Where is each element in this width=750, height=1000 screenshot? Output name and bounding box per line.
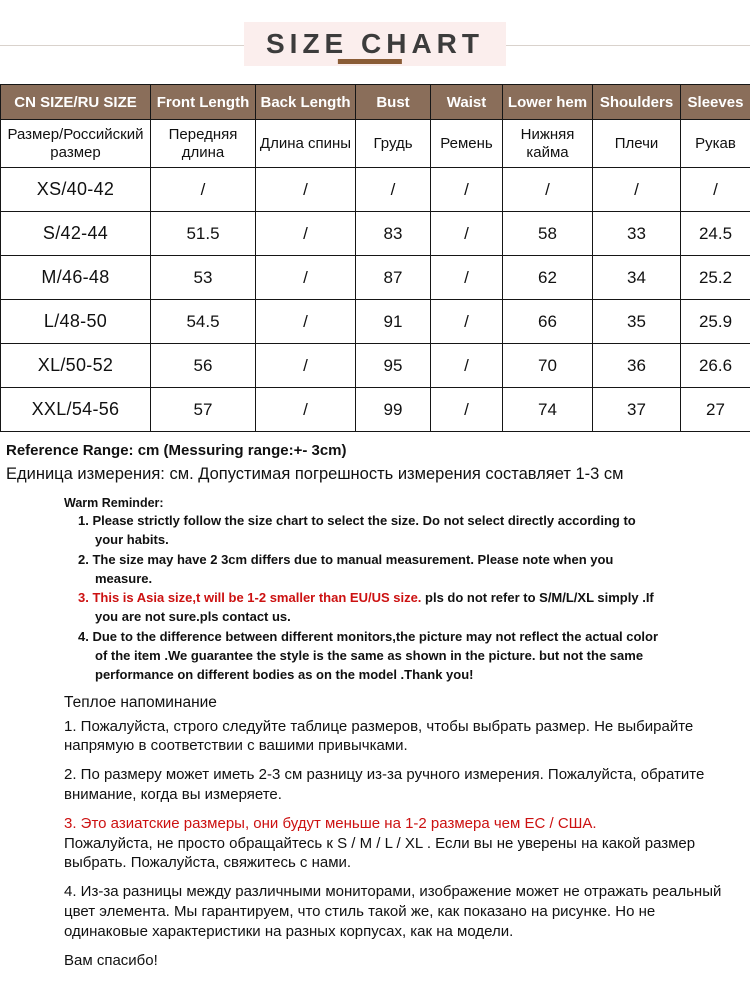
- reminder-item: 4. Из-за разницы между различными мониторами, изображение может не отражать реальный цвет элемента. Мы гарантируем, что стиль такой же, как показано на рисунке. Но не одинаковые характеристики на разных корпусах, как на модели.: [64, 883, 722, 940]
- table-row: [1, 85, 750, 120]
- table-row: [1, 256, 750, 300]
- column-header-en: Waist: [431, 85, 503, 120]
- table-row: [1, 212, 750, 256]
- measurement-cell: 36: [593, 344, 681, 388]
- table-row: [1, 388, 750, 432]
- measurement-cell: /: [681, 168, 750, 212]
- measurement-cell: 25.2: [681, 256, 750, 300]
- size-column-header-ru: Размер/Российский размер: [1, 120, 151, 168]
- reminder-item-highlight: 3. Это азиатские размеры, они будут меньше на 1-2 размера чем ЕС / США.: [64, 814, 597, 832]
- table-row: [1, 344, 750, 388]
- measurement-cell: 99: [356, 388, 431, 432]
- measurement-cell: 54.5: [151, 300, 256, 344]
- measurement-cell: 26.6: [681, 344, 750, 388]
- title-section: [0, 0, 750, 80]
- measurement-cell: /: [256, 256, 356, 300]
- reminder-item: 1. Please strictly follow the size chart to select the size. Do not select directly according to your habits.: [78, 513, 636, 547]
- table-row: [1, 168, 750, 212]
- measurement-cell: 87: [356, 256, 431, 300]
- measurement-cell: 25.9: [681, 300, 750, 344]
- measurement-cell: 37: [593, 388, 681, 432]
- size-chart-table: [0, 84, 750, 432]
- table-row: [1, 120, 750, 168]
- notes-section: [0, 442, 750, 970]
- measurement-cell: /: [256, 388, 356, 432]
- measurement-cell: /: [356, 168, 431, 212]
- measurement-cell: 74: [503, 388, 593, 432]
- title-accent-bar: [338, 59, 402, 64]
- size-column-header: CN SIZE/RU SIZE: [1, 85, 151, 120]
- measurement-cell: /: [256, 300, 356, 344]
- warm-reminder-heading: Warm Reminder:: [64, 496, 164, 510]
- size-label-cell: XS/40-42: [1, 168, 151, 212]
- measurement-cell: 56: [151, 344, 256, 388]
- reference-range-en: Reference Range: cm (Messuring range:+- 3cm): [6, 442, 347, 459]
- reminder-item-highlight: 3. This is Asia size,t will be 1-2 smaller than EU/US size.: [78, 590, 422, 606]
- measurement-cell: 95: [356, 344, 431, 388]
- size-label-cell: XXL/54-56: [1, 388, 151, 432]
- reminder-item: 4. Due to the difference between different monitors,the picture may not reflect the actual color of the item .We guarantee the style is the same as shown in the picture. but not the same performance on different bodies as on the model .Thank you!: [78, 629, 659, 682]
- measurement-cell: /: [431, 168, 503, 212]
- column-header-ru: Передняя длина: [151, 120, 256, 168]
- measurement-cell: /: [256, 168, 356, 212]
- reference-range-ru: Единица измерения: см. Допустимая погрешность измерения составляет 1-3 см: [6, 465, 624, 483]
- measurement-cell: /: [431, 256, 503, 300]
- measurement-cell: /: [431, 300, 503, 344]
- measurement-cell: 51.5: [151, 212, 256, 256]
- column-header-ru: Плечи: [593, 120, 681, 168]
- measurement-cell: 33: [593, 212, 681, 256]
- measurement-cell: 62: [503, 256, 593, 300]
- ru-reminder-heading: Теплое напоминание: [64, 693, 217, 711]
- measurement-cell: 66: [503, 300, 593, 344]
- reminder-item: [78, 589, 666, 627]
- measurement-cell: 70: [503, 344, 593, 388]
- measurement-cell: 35: [593, 300, 681, 344]
- measurement-cell: /: [431, 212, 503, 256]
- measurement-cell: /: [256, 212, 356, 256]
- size-label-cell: XL/50-52: [1, 344, 151, 388]
- measurement-cell: /: [593, 168, 681, 212]
- reminder-item: 2. The size may have 2 3cm differs due to manual measurement. Please note when you measure.: [78, 551, 614, 586]
- measurement-cell: /: [431, 388, 503, 432]
- measurement-cell: 24.5: [681, 212, 750, 256]
- measurement-cell: /: [151, 168, 256, 212]
- column-header-en: Lower hem: [503, 85, 593, 120]
- reminder-item-text: pls do not refer to S/M/L/XL simply .If you are not sure.pls contact us.: [95, 590, 654, 625]
- column-header-ru: Рукав: [681, 120, 750, 168]
- reminder-item: Вам спасибо!: [64, 951, 158, 969]
- reminder-item: [64, 814, 736, 873]
- size-label-cell: S/42-44: [1, 212, 151, 256]
- column-header-ru: Нижняя кайма: [503, 120, 593, 168]
- page-title: SIZE CHART: [244, 22, 506, 66]
- reminder-item: 1. Пожалуйста, строго следуйте таблице размеров, чтобы выбрать размер. Не выбирайте напрямую в соответствии с вашими привычками.: [64, 717, 694, 755]
- measurement-cell: 58: [503, 212, 593, 256]
- measurement-cell: 27: [681, 388, 750, 432]
- column-header-en: Back Length: [256, 85, 356, 120]
- measurement-cell: /: [503, 168, 593, 212]
- column-header-ru: Ремень: [431, 120, 503, 168]
- measurement-cell: 83: [356, 212, 431, 256]
- reminder-item-text: Пожалуйста, не просто обращайтесь к S / M / L / XL . Если вы не уверены на какой размер выбрать. Пожалуйста, свяжитесь с нами.: [64, 834, 696, 872]
- column-header-en: Bust: [356, 85, 431, 120]
- measurement-cell: 91: [356, 300, 431, 344]
- column-header-en: Front Length: [151, 85, 256, 120]
- reminder-item: 2. По размеру может иметь 2-3 см разницу из-за ручного измерения. Пожалуйста, обратите внимание, когда вы измеряете.: [64, 766, 705, 803]
- warm-reminder-list: [0, 512, 744, 685]
- measurement-cell: 34: [593, 256, 681, 300]
- column-header-en: Sleeves: [681, 85, 750, 120]
- table-row: [1, 300, 750, 344]
- column-header-ru: Грудь: [356, 120, 431, 168]
- measurement-cell: /: [431, 344, 503, 388]
- measurement-cell: 53: [151, 256, 256, 300]
- measurement-cell: /: [256, 344, 356, 388]
- column-header-ru: Длина спины: [256, 120, 356, 168]
- measurement-cell: 57: [151, 388, 256, 432]
- size-label-cell: M/46-48: [1, 256, 151, 300]
- ru-reminder-list: [0, 717, 744, 971]
- column-header-en: Shoulders: [593, 85, 681, 120]
- size-label-cell: L/48-50: [1, 300, 151, 344]
